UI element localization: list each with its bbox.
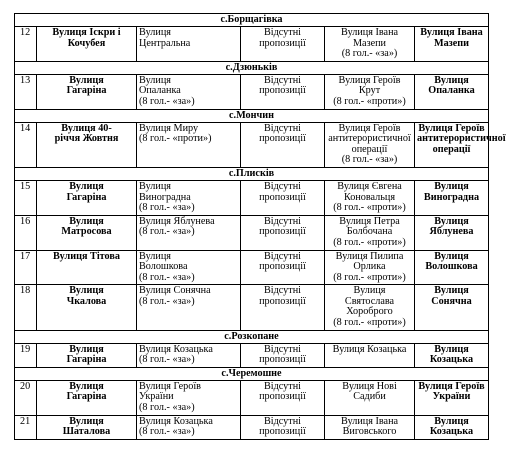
proposed-name-cell — [137, 415, 241, 439]
table-row — [15, 250, 489, 285]
cell-text-line: операції — [432, 143, 471, 155]
cell-text-line: Вулиця Євгена — [337, 180, 402, 192]
table-row — [15, 27, 489, 62]
cell-text-line: Матросова — [61, 226, 112, 238]
cell-text-line: (8 гол.- «за») — [139, 295, 195, 307]
cell-text-line: (8 гол.- «за») — [139, 226, 195, 238]
cell-text-line: Вулиця Яблунева — [139, 215, 215, 227]
village-name: с.Мончин — [15, 109, 489, 122]
cell-text-line: Вулиця Героїв — [418, 122, 485, 134]
cell-text-line: (8 гол.- «проти») — [333, 271, 406, 283]
table-row — [15, 343, 489, 367]
cell-text-line: Вулиця Козацька — [139, 415, 213, 427]
alternative-name-cell — [325, 27, 415, 62]
section-header-row — [15, 109, 489, 122]
old-street-name-cell — [37, 380, 137, 415]
cell-text-line: пропозиції — [259, 426, 306, 438]
cell-text-line: Відсутні — [263, 415, 302, 427]
cell-text-line: Вулиця — [69, 380, 104, 392]
cell-text-line: Вулиця Героїв — [338, 122, 401, 134]
table-row — [15, 215, 489, 250]
cell-text-line: Вулиця Івана — [420, 27, 483, 38]
proposed-name-cell — [137, 180, 241, 215]
decision-cell — [415, 380, 489, 415]
alternative-name-cell — [325, 285, 415, 330]
cell-text-line: (8 гол.- «за») — [139, 202, 195, 214]
proposals-cell — [241, 380, 325, 415]
cell-text-line: Святослава — [344, 295, 395, 307]
row-number: 19 — [15, 343, 37, 367]
cell-text-line: Вулиця Козацька — [332, 343, 407, 355]
cell-text-line: України — [432, 391, 471, 403]
cell-text-line: Відсутні — [263, 343, 302, 355]
cell-text-line: Гагаріна — [66, 191, 107, 203]
old-street-name-cell — [37, 415, 137, 439]
cell-text-line: (8 гол.- «за») — [139, 402, 195, 414]
table-row — [15, 380, 489, 415]
proposed-name-cell — [137, 122, 241, 167]
alternative-name-cell — [325, 122, 415, 167]
alternative-name-cell — [325, 215, 415, 250]
cell-text-line: пропозиції — [259, 391, 306, 403]
cell-text-line: Відсутні — [263, 27, 302, 38]
proposals-cell — [241, 215, 325, 250]
cell-text-line: Вулиця Героїв — [139, 380, 201, 392]
cell-text-line: Відсутні — [263, 215, 302, 227]
cell-text-line: операції — [351, 143, 388, 155]
cell-text-line: Вулиця 40- — [61, 122, 112, 134]
proposals-cell — [241, 74, 325, 109]
cell-text-line: Вулиця — [69, 215, 104, 227]
old-street-name-cell — [37, 285, 137, 330]
row-number: 16 — [15, 215, 37, 250]
cell-text-line: (8 гол.- «проти») — [333, 236, 406, 248]
cell-text-line: Вулиця Козацька — [429, 415, 474, 438]
cell-text-line: Вулиця Сонячна — [431, 285, 472, 307]
cell-text-line: пропозиції — [259, 37, 306, 49]
cell-text-line: Вулиця — [69, 180, 104, 192]
cell-text-line: Вулиця Нові — [342, 380, 397, 392]
decision-cell — [415, 122, 506, 167]
proposals-cell — [241, 415, 325, 439]
proposed-name-cell — [137, 285, 241, 330]
cell-text-line: Болбочана — [346, 226, 393, 238]
cell-text-line: Вулиця Опаланка — [428, 74, 475, 97]
cell-text-line: Вулиця Козацька — [429, 343, 474, 366]
table-row — [15, 122, 489, 167]
alternative-name-cell — [325, 250, 415, 285]
cell-text-line: річчя Жовтня — [54, 133, 119, 145]
cell-text-line: (8 гол.- «за») — [139, 95, 195, 107]
table-row — [15, 285, 489, 330]
row-number: 15 — [15, 180, 37, 215]
row-number: 21 — [15, 415, 37, 439]
cell-text-line: Виноградна — [139, 191, 191, 203]
proposed-name-cell — [137, 74, 241, 109]
cell-text-line: Виноградна — [423, 191, 480, 203]
decision-cell — [415, 285, 489, 330]
cell-text-line: пропозиції — [259, 295, 306, 307]
village-name: с.Плисків — [15, 167, 489, 180]
cell-text-line: пропозиції — [259, 191, 306, 203]
alternative-name-cell — [325, 343, 415, 367]
decision-cell — [415, 415, 489, 439]
proposals-cell — [241, 122, 325, 167]
row-number: 17 — [15, 250, 37, 285]
cell-text-line: Вулиця — [69, 343, 104, 355]
proposals-cell — [241, 285, 325, 330]
cell-text-line: Шаталова — [62, 426, 111, 438]
decision-cell — [415, 250, 489, 285]
cell-text-line: Відсутні — [263, 122, 302, 134]
cell-text-line: Чкалова — [66, 295, 107, 307]
cell-text-line: (8 гол.- «проти») — [333, 95, 406, 107]
cell-text-line: пропозиції — [259, 133, 306, 145]
row-number: 14 — [15, 122, 37, 167]
cell-text-line: Вулиця — [139, 250, 171, 262]
cell-text-line: Опаланка — [139, 85, 181, 97]
proposals-cell — [241, 250, 325, 285]
old-street-name-cell — [37, 343, 137, 367]
alternative-name-cell — [325, 415, 415, 439]
section-header-row — [15, 367, 489, 380]
cell-text-line: Вулиця Іскри і — [52, 27, 121, 38]
cell-text-line: Відсутні — [263, 380, 302, 392]
cell-text-line: Відсутні — [263, 250, 302, 262]
section-header-row — [15, 14, 489, 27]
cell-text-line: Відсутні — [263, 285, 302, 297]
cell-text-line: Вулиця — [69, 285, 104, 297]
cell-text-line: Центральна — [139, 37, 191, 49]
cell-text-line: (8 гол.- «проти») — [333, 317, 406, 329]
row-number: 18 — [15, 285, 37, 330]
cell-text-line: (8 гол.- «за») — [139, 271, 195, 283]
row-number: 12 — [15, 27, 37, 62]
row-number: 20 — [15, 380, 37, 415]
old-street-name-cell — [37, 74, 137, 109]
section-header-row — [15, 330, 489, 343]
cell-text-line: Вулиця — [353, 285, 386, 297]
proposed-name-cell — [137, 215, 241, 250]
cell-text-line: України — [139, 391, 174, 403]
cell-text-line: Вулиця — [69, 74, 104, 86]
cell-text-line: Волошкова — [139, 261, 188, 273]
proposals-cell — [241, 180, 325, 215]
cell-text-line: Гагаріна — [66, 354, 107, 366]
cell-text-line: Коновальця — [343, 191, 396, 203]
decision-cell — [415, 180, 489, 215]
old-street-name-cell — [37, 180, 137, 215]
alternative-name-cell — [325, 180, 415, 215]
cell-text-line: Вулиця Пилипа — [335, 250, 404, 262]
old-street-name-cell — [37, 250, 137, 285]
cell-text-line: Вулиця — [139, 180, 171, 192]
cell-text-line: Вулиця Яблунева — [429, 215, 474, 238]
proposals-cell — [241, 343, 325, 367]
cell-text-line: Хороброго — [346, 306, 393, 318]
old-street-name-cell — [37, 215, 137, 250]
village-name: с.Борщагівка — [15, 14, 489, 27]
table-row — [15, 180, 489, 215]
section-header-row — [15, 61, 489, 74]
cell-text-line: (8 гол.- «за») — [139, 354, 195, 366]
cell-text-line: Мазепи — [352, 37, 387, 49]
cell-text-line: Садиби — [353, 391, 386, 403]
cell-text-line: (8 гол.- «за») — [139, 426, 195, 438]
cell-text-line: Мазепи — [433, 37, 470, 49]
cell-text-line: Вулиця Івана — [340, 415, 399, 427]
village-name: с.Розкопане — [15, 330, 489, 343]
cell-text-line: Гагаріна — [66, 85, 107, 97]
cell-text-line: антитерористичної — [328, 133, 411, 145]
cell-text-line: Вулиця Тітова — [53, 250, 120, 262]
cell-text-line: Орлика — [353, 261, 386, 273]
table-body — [15, 14, 506, 440]
village-name: с.Дзюньків — [15, 61, 489, 74]
alternative-name-cell — [325, 380, 415, 415]
cell-text-line: (8 гол.- «за») — [341, 48, 398, 60]
cell-text-line: Вулиця — [434, 180, 469, 192]
cell-text-line: Відсутні — [263, 180, 302, 192]
decision-cell — [415, 27, 489, 62]
proposals-cell — [241, 27, 325, 62]
village-name: с.Черемошне — [15, 367, 489, 380]
table-row — [15, 74, 489, 109]
cell-text-line: Вулиця — [139, 27, 171, 38]
cell-text-line: антитерористичної — [417, 133, 506, 145]
decision-cell — [415, 215, 489, 250]
cell-text-line: Вулиця Козацька — [139, 343, 213, 355]
street-renaming-table — [14, 13, 506, 440]
decision-cell — [415, 343, 489, 367]
cell-text-line: Вулиця Петра — [339, 215, 400, 227]
proposed-name-cell — [137, 27, 241, 62]
cell-text-line: Вулиця Героїв — [338, 74, 401, 86]
cell-text-line: (8 гол.- «проти») — [333, 202, 406, 214]
table-row — [15, 415, 489, 439]
row-number: 13 — [15, 74, 37, 109]
cell-text-line: пропозиції — [259, 226, 306, 238]
decision-cell — [415, 74, 489, 109]
cell-text-line: Вулиця Волошкова — [425, 250, 478, 273]
cell-text-line: Вулиця Івана — [340, 27, 399, 38]
cell-text-line: Вулиця Миру — [139, 122, 199, 134]
cell-text-line: Виговського — [342, 426, 397, 438]
cell-text-line: Відсутні — [263, 74, 302, 86]
cell-text-line: Кочубея — [67, 37, 106, 49]
cell-text-line: (8 гол.- «за») — [341, 154, 398, 166]
alternative-name-cell — [325, 74, 415, 109]
cell-text-line: Крут — [358, 85, 381, 97]
old-street-name-cell — [37, 122, 137, 167]
section-header-row — [15, 167, 489, 180]
cell-text-line: пропозиції — [259, 85, 306, 97]
old-street-name-cell — [37, 27, 137, 62]
proposed-name-cell — [137, 250, 241, 285]
proposed-name-cell — [137, 380, 241, 415]
cell-text-line: Вулиця Героїв — [418, 380, 485, 392]
proposed-name-cell — [137, 343, 241, 367]
cell-text-line: пропозиції — [259, 261, 306, 273]
cell-text-line: Вулиця — [139, 74, 171, 86]
cell-text-line: Вулиця — [69, 415, 104, 427]
cell-text-line: Гагаріна — [66, 391, 107, 403]
cell-text-line: (8 гол.- «проти») — [139, 133, 212, 145]
cell-text-line: Вулиця Сонячна — [139, 285, 211, 297]
cell-text-line: пропозиції — [259, 354, 306, 366]
